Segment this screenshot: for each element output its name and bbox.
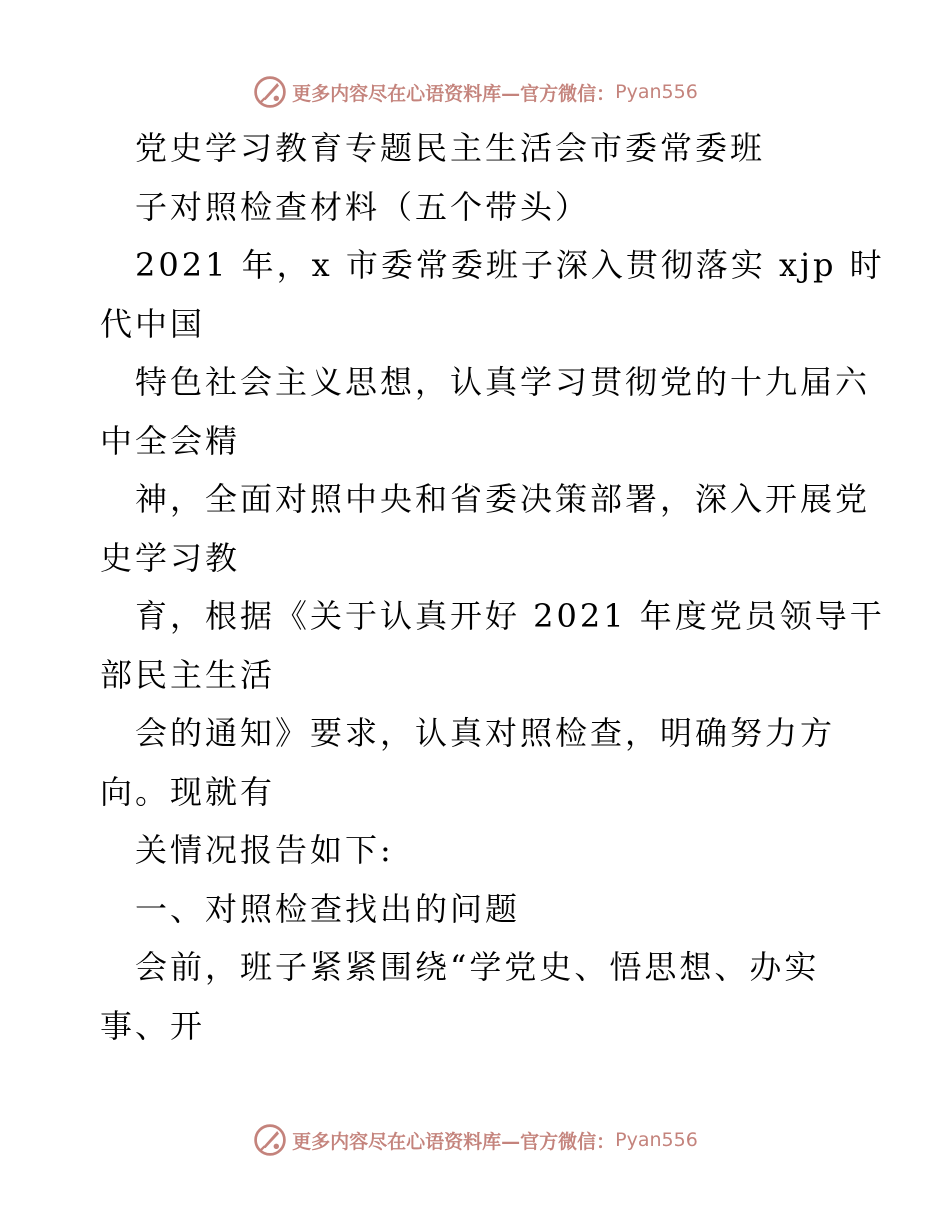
paragraph-line: 会前，班子紧紧围绕“学党史、悟思想、办实 [135,948,820,986]
paragraph-line: 子对照检查材料（五个带头） [135,187,591,226]
paragraph-line: 关情况报告如下: [135,831,394,869]
quill-circle-logo-icon [252,74,288,110]
paragraph-line: 特色社会主义思想，认真学习贯彻党的十九届六 [135,363,871,401]
paragraph-line: 代中国 [100,304,206,343]
paragraph-line: 育，根据《关于认真开好 2021 年度党员领导干 [135,597,885,635]
footer-watermark [0,1120,950,1160]
paragraph-line: 事、开 [100,1006,206,1045]
paragraph-line: 神，全面对照中央和省委决策部署，深入开展党 [135,480,871,518]
paragraph-line: 会的通知》要求，认真对照检查，明确努力方 [135,714,836,752]
watermark-wechat-id: Pyan556 [615,81,698,103]
paragraph-line: 史学习教 [100,538,241,577]
paragraph-line: 向。现就有 [100,772,276,811]
paragraph-line: 中全会精 [100,421,241,460]
paragraph-line: 党史学习教育专题民主生活会市委常委班 [135,129,766,167]
paragraph-line: 部民主生活 [100,655,276,694]
header-watermark [0,72,950,112]
watermark-wechat-id: Pyan556 [615,1129,698,1151]
quill-circle-logo-icon [252,1122,288,1158]
watermark-text: 更多内容尽在心语资料库—官方微信： [292,1130,616,1153]
paragraph-line: 2021 年，x 市委常委班子深入贯彻落实 xjp 时 [135,246,885,284]
watermark-text: 更多内容尽在心语资料库—官方微信： [292,82,616,105]
paragraph-line: 一、对照检查找出的问题 [135,889,521,928]
